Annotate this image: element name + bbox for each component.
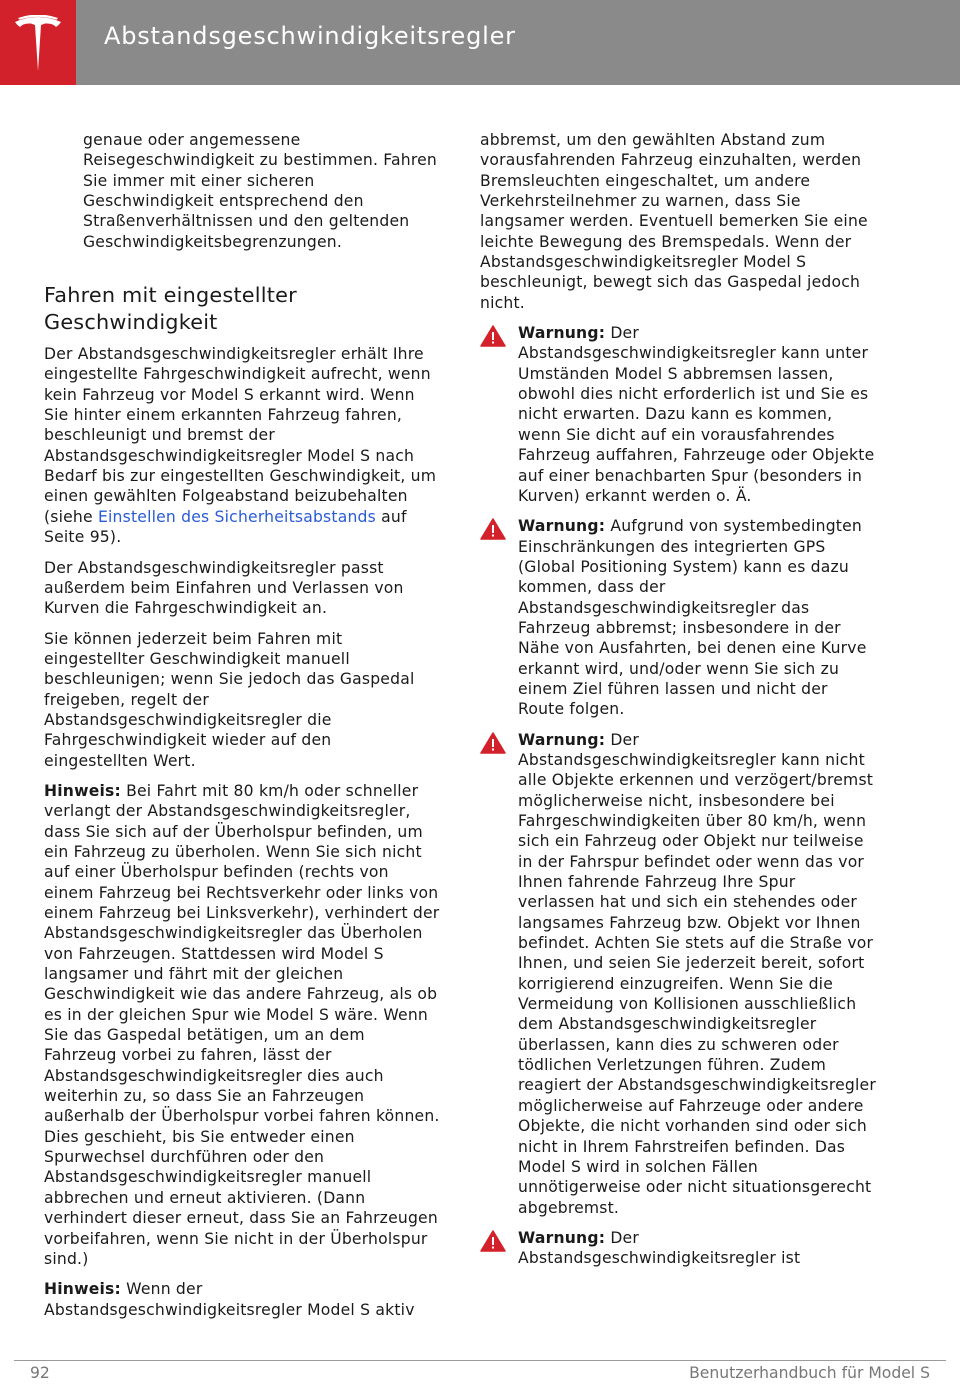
warning-label: Warnung: (518, 324, 606, 343)
warning-text: Der Abstandsgeschwindigkeitsregler ist (518, 1228, 801, 1268)
continuation-paragraph: abbremst, um den gewählten Abstand zum vorausfahrenden Fahrzeug einzuhalten, werden Bremsleuchten eingeschaltet, um andere Verkehrsteilnehmer zu warnen, dass Sie langsamer werden. Eventuell bemerken Sie eine leichte Bewegung des Bremspedals. Wenn der Abstandsgeschwindigkeitsregler Model S beschleunigt, bewegt sich das Gaspedal jedoch nicht. (480, 131, 868, 312)
warning-label: Warnung: (518, 1228, 606, 1247)
paragraph-1 (44, 344, 440, 547)
warning-block (480, 1228, 876, 1269)
warning-block (480, 323, 876, 506)
warning-label: Warnung: (518, 517, 606, 536)
cross-reference-link[interactable]: Einstellen des Sicherheitsabstands (97, 507, 376, 526)
warning-block (480, 516, 876, 719)
paragraph-1-text: Der Abstandsgeschwindigkeitsregler erhält Ihre eingestellte Fahrgeschwindigkeit aufrecht, wenn kein Fahrzeug vor Model S erkannt wird. Wenn Sie hinter einem erkannten Fahrzeug fahren, beschleunigt und bremst der Abstandsgeschwindigkeitsregler Model S nach Bedarf bis zur eingestellten Geschwindigkeit, um einen gewählten Folgeabstand beizubehalten (siehe (44, 345, 437, 526)
tesla-logo-icon (13, 15, 63, 71)
header-bar (0, 0, 960, 85)
warning-text: Aufgrund von systembedingten Einschränkungen des integrierten GPS (Global Positioning System) kann es dazu kommen, dass der Abstandsgeschwindigkeitsregler das Fahrzeug abbremst; insbesondere in der Nähe von Ausfahrten, bei denen eine Kurve erkannt wird, und/oder wenn Sie sich zu einem Ziel führen lassen und nicht der Route folgen. (518, 517, 867, 719)
warning-triangle-icon (480, 732, 506, 754)
paragraph-1-tail: auf Seite 95). (44, 507, 407, 547)
intro-paragraph: genaue oder angemessene Reisegeschwindigkeit zu bestimmen. Fahren Sie immer mit einer sicheren Geschwindigkeit entsprechend den Straßenverhältnissen und den geltenden Geschwindigkeitsbegrenzungen. (83, 131, 438, 251)
page-number: 92 (30, 1364, 50, 1382)
note-2 (44, 1279, 440, 1320)
note-text: Wenn der Abstandsgeschwindigkeitsregler Model S aktiv (44, 1280, 415, 1319)
footer-manual-title: Benutzerhandbuch für Model S (689, 1364, 930, 1382)
warning-triangle-icon (480, 325, 506, 347)
section-heading: Fahren mit eingestellter Geschwindigkeit (44, 283, 297, 334)
left-column (44, 130, 440, 1330)
note-text: Bei Fahrt mit 80 km/h oder schneller verlangt der Abstandsgeschwindigkeitsregler, dass Sie sich auf der Überholspur befinden, um ein Fahrzeug zu überholen. Wenn Sie sich nicht auf einer Überholspur befinden (rechts von einem Fahrzeug bei Rechtsverkehr oder links von einem Fahrzeug bei Linksverkehr), verhindert der Abstandsgeschwindigkeitsregler das Überholen von Fahrzeugen. Stattdessen wird Model S langsamer und fährt mit der gleichen Geschwindigkeit wie das andere Fahrzeug, als ob es in der gleichen Spur wie Model S wäre. Wenn Sie das Gaspedal betätigen, um an dem Fahrzeug vorbei zu fahren, lässt der Abstandsgeschwindigkeitsregler dies auch weiterhin zu, so dass Sie an Fahrzeugen außerhalb der Überholspur vorbei fahren können. Dies geschieht, bis Sie entweder einen Spurwechsel durchführen oder den Abstandsgeschwindigkeitsregler manuell abbrechen und erneut aktivieren. (Dann verhindert dieser erneut, dass Sie an Fahrzeugen vorbeifahren, wenn Sie nicht in der Überholspur sind.) (44, 781, 440, 1268)
logo-box (0, 0, 76, 85)
note-label: Hinweis: (44, 1280, 121, 1299)
footer-divider (14, 1360, 946, 1361)
right-column (480, 130, 876, 1279)
note-1 (44, 781, 440, 1269)
warning-text: Der Abstandsgeschwindigkeitsregler kann unter Umständen Model S abbremsen lassen, obwohl dies nicht erforderlich ist und Sie es nicht erwarten. Dazu kann es kommen, wenn Sie dicht auf ein vorausfahrendes Fahrzeug auffahren, Fahrzeuge oder Objekte auf einer benachbarten Spur (besonders in Kurven) erkannt werden o. Ä. (518, 324, 875, 505)
warning-text: Der Abstandsgeschwindigkeitsregler kann nicht alle Objekte erkennen und verzögert/bremst möglicherweise nicht, insbesondere bei Fahrgeschwindigkeiten über 80 km/h, wenn sich ein Fahrzeug oder Objekt nur teilweise in der Fahrspur befindet oder wenn das vor Ihnen fahrende Fahrzeug Ihre Spur verlassen hat und sich ein stehendes oder langsames Fahrzeug bzw. Objekt vor Ihnen befindet. Achten Sie stets auf die Straße vor Ihnen, und seien Sie jederzeit bereit, sofort korrigierend einzugreifen. Wenn Sie die Vermeidung von Kollisionen ausschließlich dem Abstandsgeschwindigkeitsregler überlassen, kann dies zu schweren oder tödlichen Verletzungen führen. Zudem reagiert der Abstandsgeschwindigkeitsregler möglicherweise auf Fahrzeuge oder andere Objekte, die nicht vorhanden sind oder sich nicht in Ihrem Fahrstreifen befinden. Das Model S wird in solchen Fällen unnötigerweise oder nicht situationsgerecht abgebremst. (518, 730, 876, 1217)
warning-block (480, 730, 876, 1218)
paragraph-2: Der Abstandsgeschwindigkeitsregler passt außerdem beim Einfahren und Verlassen von Kurven die Fahrgeschwindigkeit an. (44, 558, 404, 618)
paragraph-3: Sie können jederzeit beim Fahren mit eingestellter Geschwindigkeit manuell beschleunigen; wenn Sie jedoch das Gaspedal freigeben, regelt der Abstandsgeschwindigkeitsregler die Fahrgeschwindigkeit wieder auf den eingestellten Wert. (44, 629, 415, 770)
warning-label: Warnung: (518, 730, 606, 749)
warning-triangle-icon (480, 518, 506, 540)
warning-triangle-icon (480, 1230, 506, 1252)
page-title: Abstandsgeschwindigkeitsregler (104, 22, 516, 50)
note-label: Hinweis: (44, 781, 121, 800)
